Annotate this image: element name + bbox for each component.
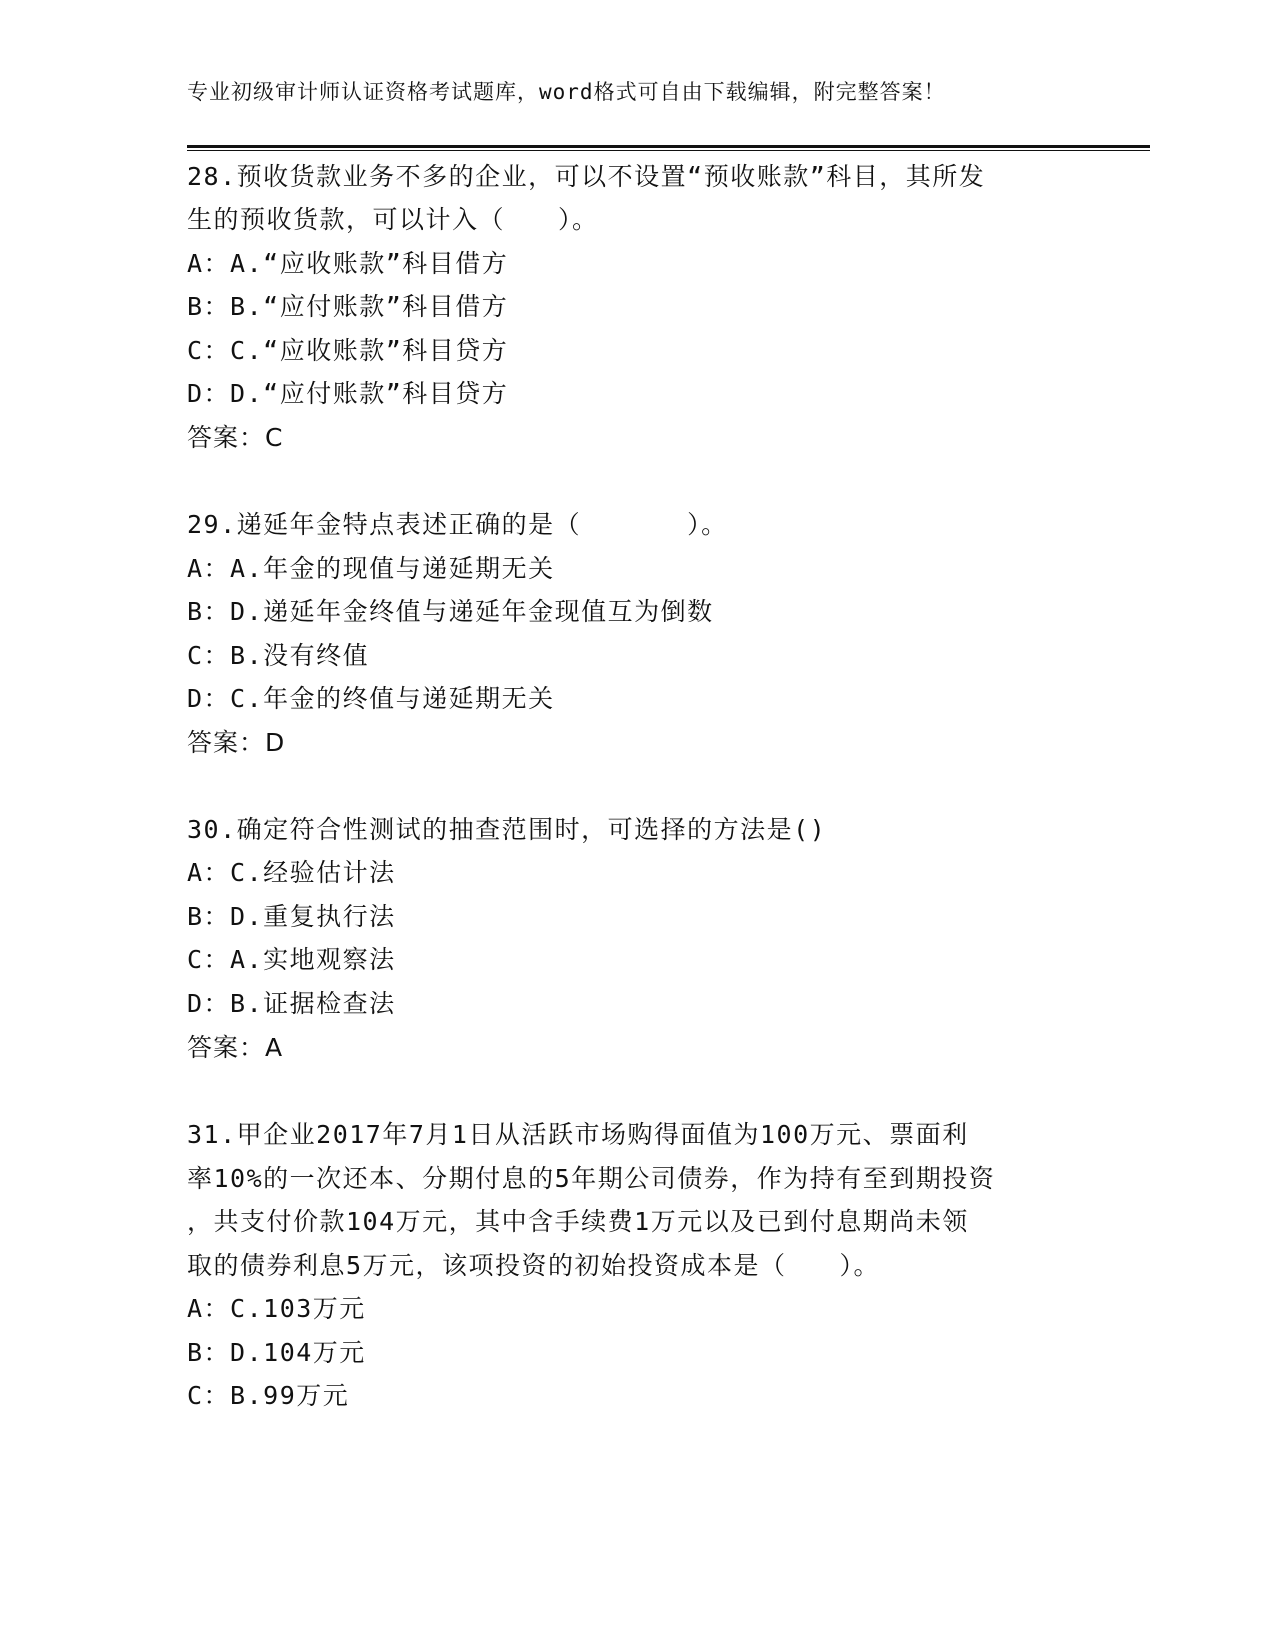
question-28-line-2: 生的预收货款，可以计入（ ）。 <box>187 205 599 234</box>
question-29-option-c: C：B.没有终值 <box>187 641 370 670</box>
header-divider <box>187 145 1150 148</box>
question-30-option-d: D：B.证据检查法 <box>187 989 396 1018</box>
question-31-line-4: 取的债券利息5万元，该项投资的初始投资成本是（ ）。 <box>187 1251 881 1280</box>
question-31-line-1: 31.甲企业2017年7月1日从活跃市场购得面值为100万元、票面利 <box>187 1120 969 1149</box>
question-29-option-a: A：A.年金的现值与递延期无关 <box>187 554 555 583</box>
question-30-option-b: B：D.重复执行法 <box>187 902 396 931</box>
question-31-line-3: ，共支付价款104万元，其中含手续费1万元以及已到付息期尚未领 <box>187 1207 969 1236</box>
question-31-line-2: 率10%的一次还本、分期付息的5年期公司债券，作为持有至到期投资 <box>187 1164 996 1193</box>
question-29-option-d: D：C.年金的终值与递延期无关 <box>187 684 555 713</box>
question-31-option-a: A：C.103万元 <box>187 1294 366 1323</box>
header-divider-thin <box>187 150 1150 151</box>
question-30-line-1: 30.确定符合性测试的抽查范围时，可选择的方法是() <box>187 815 827 844</box>
page-header: 专业初级审计师认证资格考试题库，word格式可自由下载编辑，附完整答案！ <box>187 80 946 104</box>
question-30-option-a: A：C.经验估计法 <box>187 858 396 887</box>
question-28-option-c: C：C.“应收账款”科目贷方 <box>187 336 509 365</box>
question-29-answer: 答案：D <box>187 728 286 757</box>
question-29-option-b: B：D.递延年金终值与递延年金现值互为倒数 <box>187 597 714 626</box>
question-31-option-c: C：B.99万元 <box>187 1381 350 1410</box>
question-30-option-c: C：A.实地观察法 <box>187 945 396 974</box>
question-28-option-b: B：B.“应付账款”科目借方 <box>187 292 509 321</box>
question-31-option-b: B：D.104万元 <box>187 1338 366 1367</box>
question-28-line-1: 28.预收货款业务不多的企业，可以不设置“预收账款”科目，其所发 <box>187 162 986 191</box>
question-29-line-1: 29.递延年金特点表述正确的是（ ）。 <box>187 510 728 539</box>
question-28-option-d: D：D.“应付账款”科目贷方 <box>187 379 509 408</box>
question-28-option-a: A：A.“应收账款”科目借方 <box>187 249 509 278</box>
question-28-answer: 答案：C <box>187 423 284 452</box>
question-30-answer: 答案：A <box>187 1033 284 1062</box>
